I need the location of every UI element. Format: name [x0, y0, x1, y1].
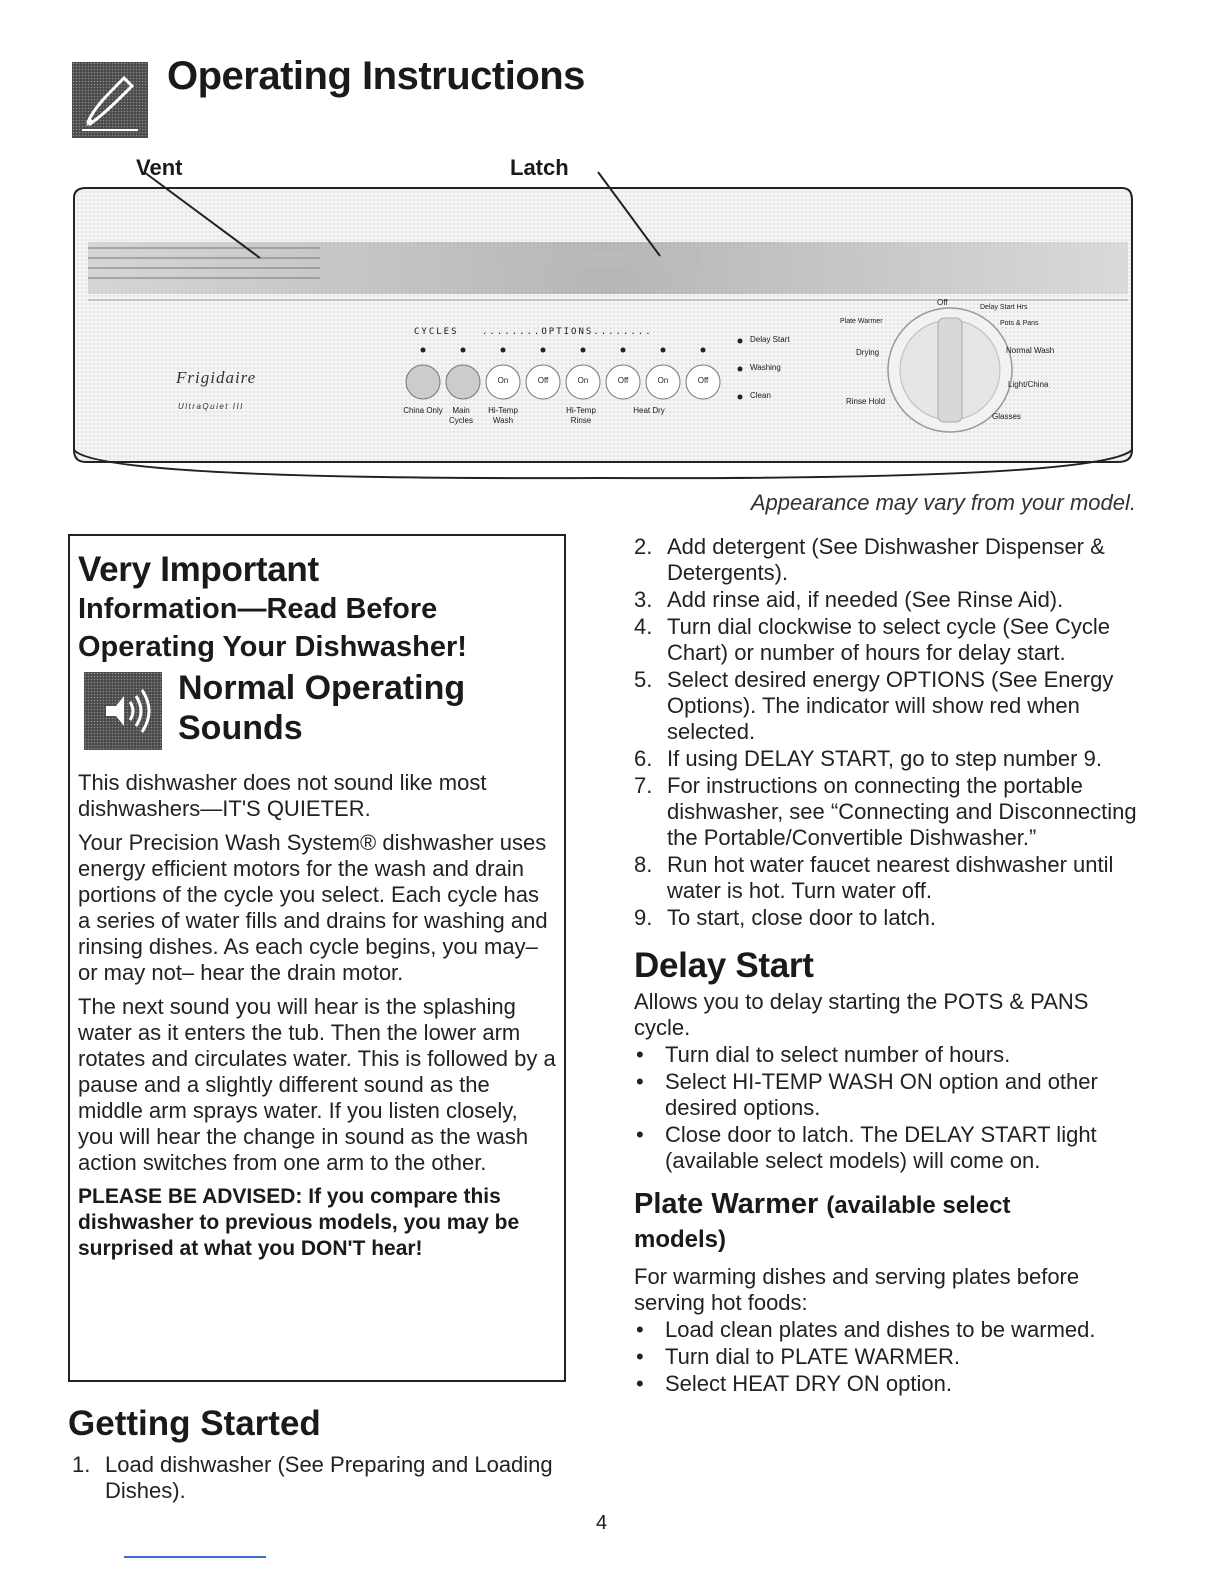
right-column: [634, 534, 1144, 1397]
page-number: 4: [596, 1512, 608, 1534]
dial-label: Delay Start Hrs: [980, 304, 1028, 311]
dial-label: Pots & Pans: [1000, 320, 1039, 327]
washing-light: Washing: [750, 363, 781, 372]
button-label: Hi-Temp Rinse: [566, 406, 596, 425]
paragraph: This dishwasher does not sound like most dishwashers—IT'S QUIETER.: [78, 770, 487, 821]
brand-logo: Frigidaire: [176, 368, 257, 387]
latch-callout: Latch: [510, 155, 569, 180]
sounds-title: Normal Operating Sounds: [178, 669, 466, 747]
step-item: 9. To start, close door to latch.: [634, 905, 937, 930]
bullet-item: • Turn dial to PLATE WARMER.: [634, 1344, 1144, 1370]
delay-start-heading: Delay Start: [634, 946, 814, 985]
plate-warmer-heading: Plate Warmer (available select models): [634, 1188, 1011, 1253]
important-info-box: [68, 534, 566, 1382]
options-label: ........OPTIONS........: [482, 327, 653, 337]
bullet-item: • Select HEAT DRY ON option.: [634, 1371, 1144, 1397]
model-name: UltraQuiet III: [178, 402, 244, 411]
button-label: Heat Dry: [633, 406, 665, 415]
dial-label: Off: [937, 298, 948, 307]
speaker-icon: [84, 672, 162, 750]
step-item: 5. Select desired energy OPTIONS (See Energy Options). The indicator will show red when selected.: [634, 667, 1114, 744]
step-item: 7. For instructions on connecting the portable dishwasher, see “Connecting and Disconnecting the Portable/Convertible Dishwasher.”: [634, 773, 1137, 850]
delay-start-intro: Allows you to delay starting the POTS & PANS cycle.: [634, 989, 1089, 1040]
dial-label: Rinse Hold: [846, 397, 886, 406]
dial-label: Normal Wash: [1006, 346, 1055, 355]
plate-warmer-intro: For warming dishes and serving plates before serving hot foods:: [634, 1264, 1080, 1315]
option-on-button[interactable]: On: [497, 376, 509, 385]
paragraph: Your Precision Wash System® dishwasher uses energy efficient motors for the wash and drain portions of the cycle you select. Each cycle has a series of water fills and drains for washing and rinsing dishes. As each cycle begins, you may–or may not– hear the drain motor.: [78, 830, 548, 985]
footer-rule: [124, 1556, 266, 1558]
bullet-item: • Load clean plates and dishes to be warmed.: [634, 1317, 1144, 1343]
bullet-item: • Close door to latch. The DELAY START light (available select models) will come on.: [634, 1122, 1144, 1174]
option-off-button[interactable]: Off: [617, 376, 629, 385]
paragraph: The next sound you will hear is the splashing water as it enters the tub. Then the lower arm rotates and circulates water. This is followed by a pause and a slightly different sound as the middle arm sprays water. If you listen closely, you will hear the change in sound as the wash action switches from one arm to the other.: [78, 994, 556, 1175]
bullet-item: • Turn dial to select number of hours.: [634, 1042, 1144, 1068]
step-item: 8. Run hot water faucet nearest dishwasher until water is hot. Turn water off.: [634, 852, 1114, 903]
step-item: 2. Add detergent (See Dishwasher Dispenser & Detergents).: [634, 534, 1105, 585]
option-off-button[interactable]: Off: [537, 376, 549, 385]
step-item: 4. Turn dial clockwise to select cycle (See Cycle Chart) or number of hours for delay start.: [634, 614, 1111, 665]
option-on-button[interactable]: On: [657, 376, 669, 385]
dial-label: Glasses: [992, 412, 1021, 421]
advisory-note: PLEASE BE ADVISED: If you compare this dishwasher to previous models, you may be surprised at what you DON'T hear!: [78, 1185, 520, 1260]
dial-label: Plate Warmer: [840, 318, 883, 325]
step-item: 1. Load dishwasher (See Preparing and Loading Dishes).: [72, 1452, 553, 1503]
bullet-item: • Select HI-TEMP WASH ON option and other desired options.: [634, 1069, 1144, 1121]
option-off-button[interactable]: Off: [697, 376, 709, 385]
clean-light: Clean: [750, 391, 771, 400]
pencil-icon: [72, 62, 148, 138]
dial-label: Drying: [856, 348, 880, 357]
delay-start-light: Delay Start: [750, 335, 790, 344]
option-on-button[interactable]: On: [577, 376, 589, 385]
getting-started-list: [72, 1452, 562, 1505]
box-subtitle-line2: Operating Your Dishwasher!: [78, 631, 467, 663]
getting-started-heading: Getting Started: [68, 1404, 321, 1443]
page-title: Operating Instructions: [167, 54, 585, 98]
button-label: Main Cycles: [448, 406, 473, 425]
box-subtitle-line1: Information—Read Before: [78, 593, 438, 625]
dial-label: Light/China: [1008, 380, 1049, 389]
cycles-label: CYCLES: [414, 327, 459, 337]
button-label: Hi-Temp Wash: [488, 406, 518, 425]
step-item: 6. If using DELAY START, go to step number 9.: [634, 746, 1102, 771]
button-label: China Only: [403, 406, 443, 415]
box-title: Very Important: [78, 550, 319, 589]
vent-callout: Vent: [136, 155, 183, 180]
figure-caption: Appearance may vary from your model.: [750, 490, 1136, 515]
step-item: 3. Add rinse aid, if needed (See Rinse Aid).: [634, 587, 1064, 612]
